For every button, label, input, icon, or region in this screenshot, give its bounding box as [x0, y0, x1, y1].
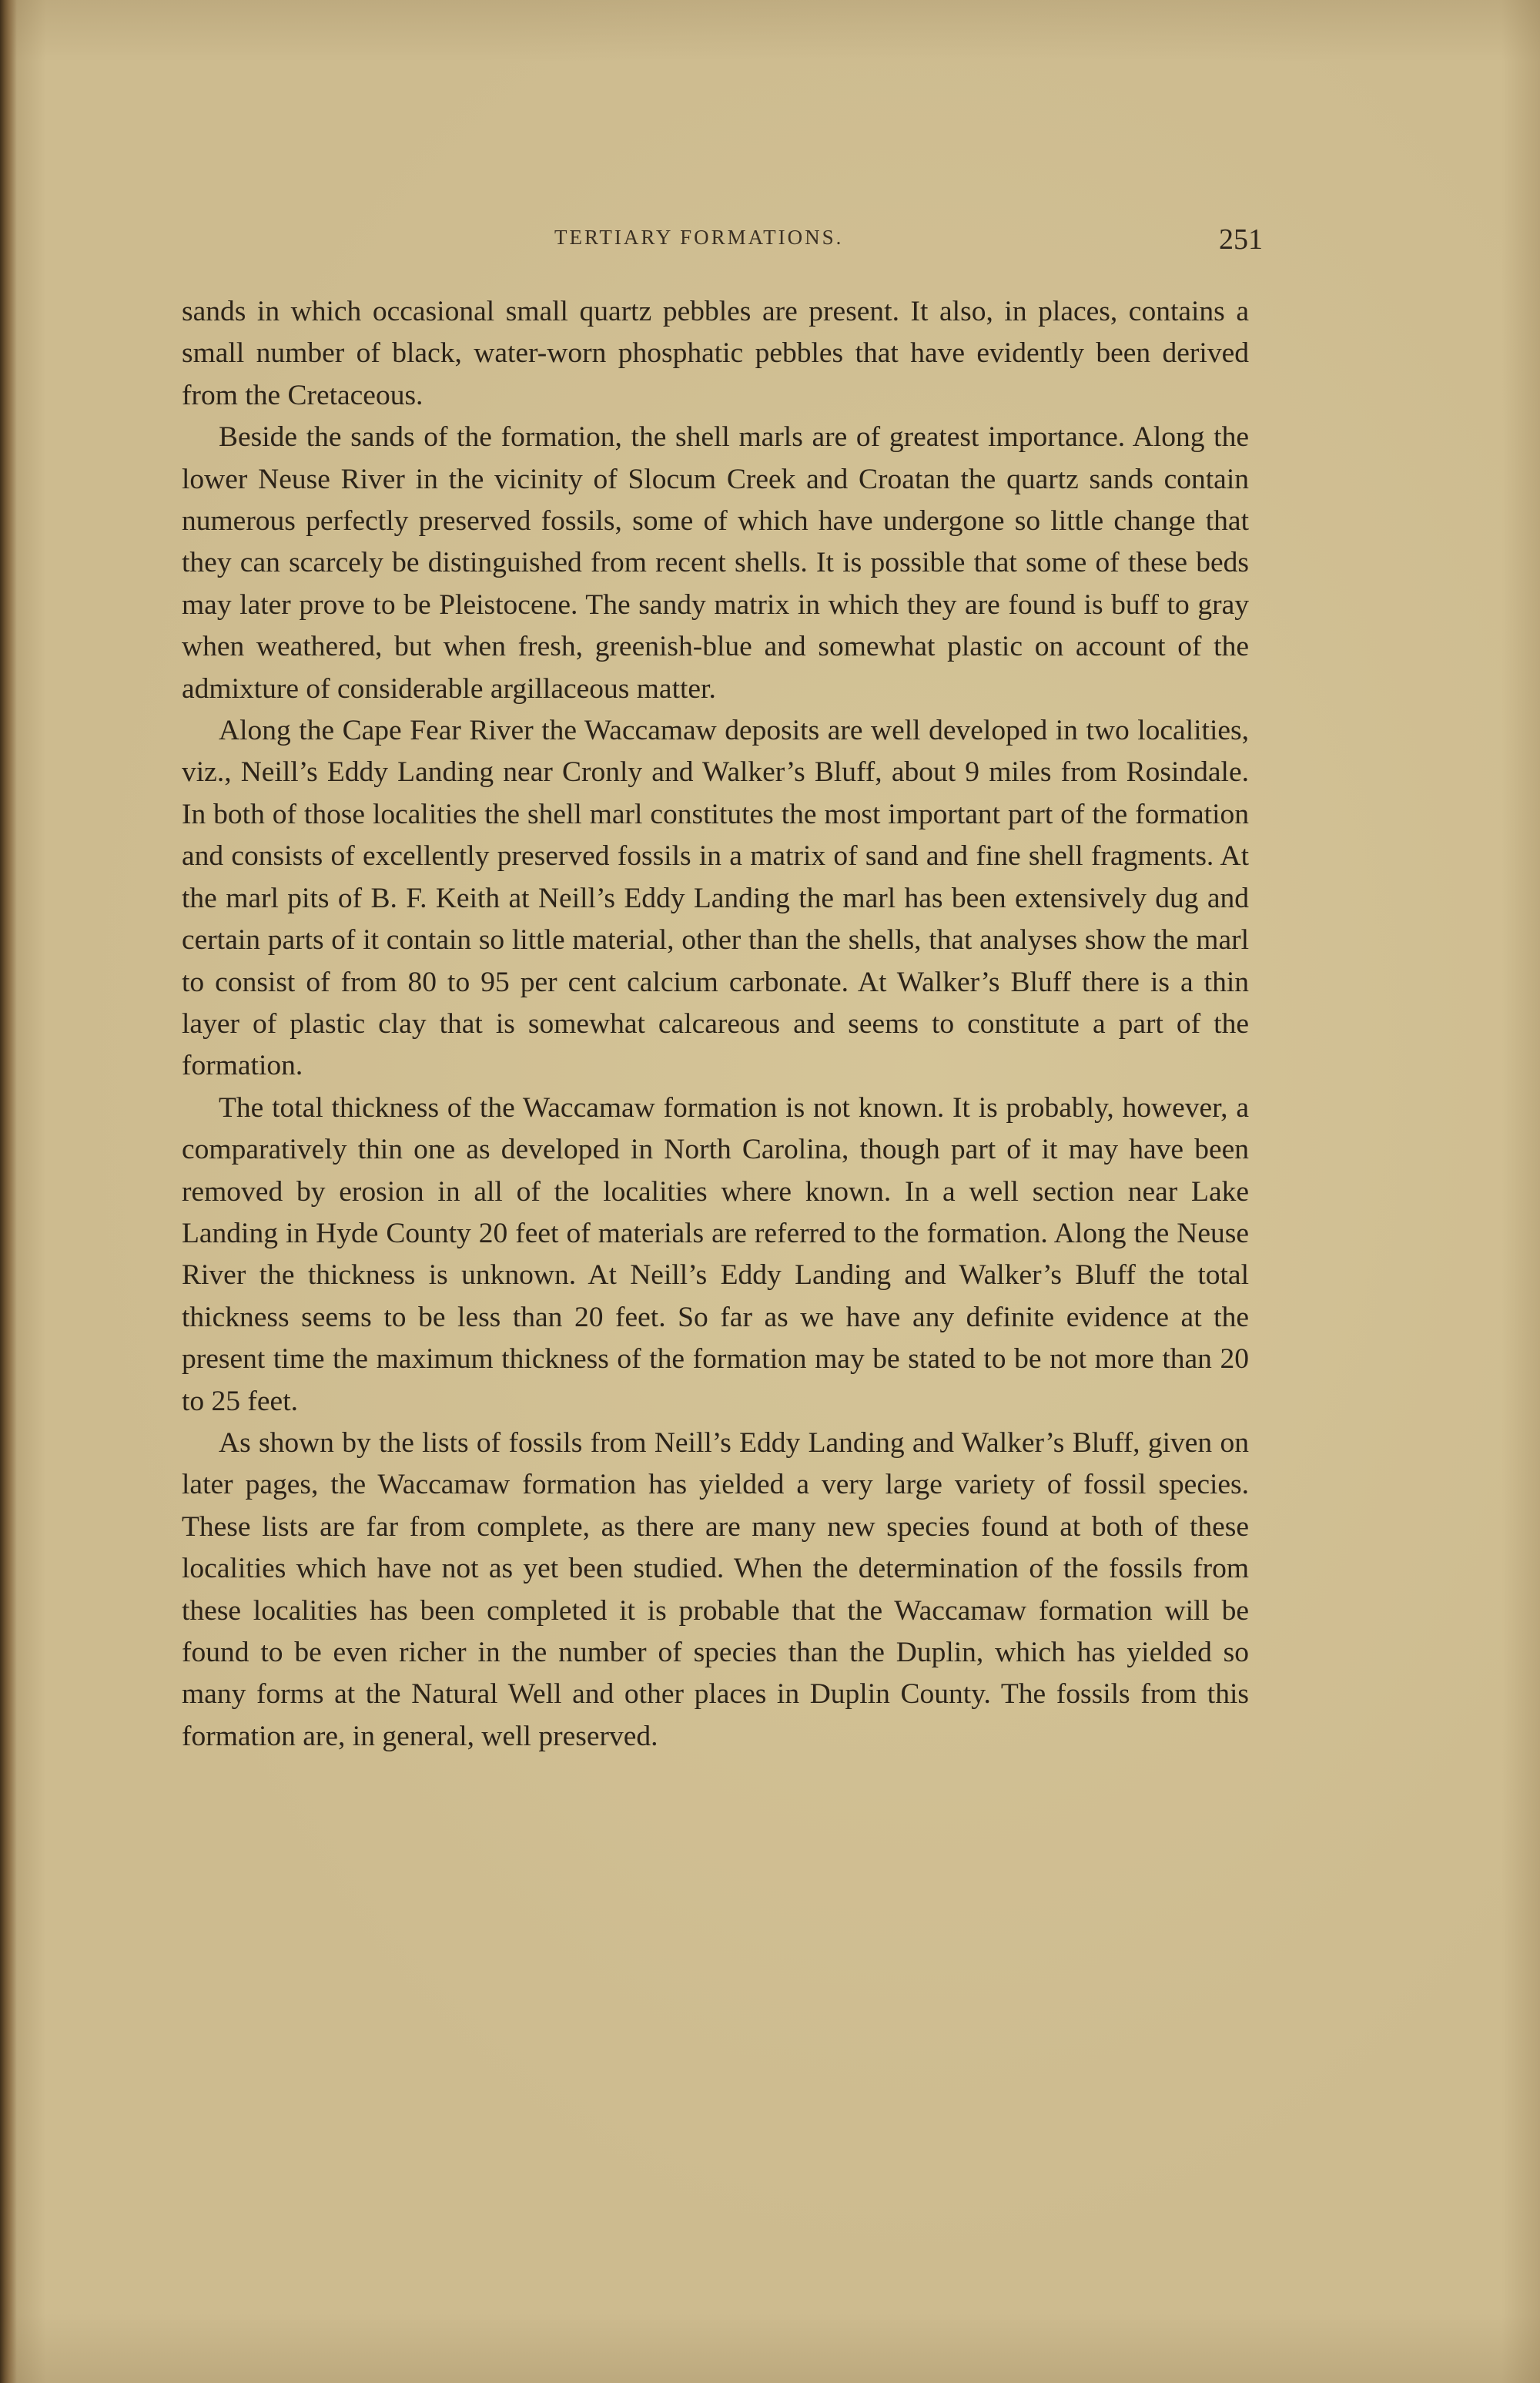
paragraph: Beside the sands of the formation, the shell marls are of greatest importance. Along the lower Neuse River in the vicinity of Slocum Creek and Croatan the quartz sands contain numerous perfectly preserved fossils, some of which have undergone so little change that they can scarcely be distinguished from recent shells. It is possible that some of these beds may later prove to be Pleistocene. The sandy matrix in which they are found is buff to gray when weathered, but when fresh, greenish-blue and somewhat plastic on account of the admixture of considerable argillaceous matter. [182, 421, 1249, 705]
page-binding-edge [0, 0, 17, 2383]
running-head: TERTIARY FORMATIONS. [554, 226, 844, 249]
paragraph: sands in which occasional small quartz pebbles are present. It also, in places, contains a small number of black, water-worn phosphatic pebbles that have evidently been derived from the Cretaceous. [182, 296, 1249, 411]
page-number: 251 [1219, 223, 1263, 256]
paragraph: As shown by the lists of fossils from Neill’s Eddy Landing and Walker’s Bluff, given on later pages, the Waccamaw formation has yielded a very large variety of fossil species. These lists are far from complete, as there are many new species found at both of these localities which have not as yet been studied. When the determination of the fossils from these localities has been completed it is probable that the Waccamaw formation will be found to be even richer in the number of species than the Duplin, which has yielded so many forms at the Natural Well and other places in Duplin County. The fossils from this formation are, in general, well preserved. [182, 1426, 1249, 1752]
body-text [182, 291, 1249, 1758]
paragraph: The total thickness of the Waccamaw formation is not known. It is probably, however, a comparatively thin one as developed in North Carolina, though part of it may have been removed by erosion in all of the localities where known. In a well section near Lake Landing in Hyde County 20 feet of materials are referred to the formation. Along the Neuse River the thickness is unknown. At Neill’s Eddy Landing and Walker’s Bluff the total thickness seems to be less than 20 feet. So far as we have any definite evidence at the present time the maximum thickness of the formation may be stated to be not more than 20 to 25 feet. [182, 1091, 1249, 1417]
paragraph: Along the Cape Fear River the Waccamaw deposits are well developed in two localities, viz., Neill’s Eddy Landing near Cronly and Walker’s Bluff, about 9 miles from Rosindale. In both of those localities the shell marl constitutes the most important part of the formation and consists of excellently preserved fossils in a matrix of sand and fine shell fragments. At the marl pits of B. F. Keith at Neill’s Eddy Landing the marl has been extensively dug and certain parts of it contain so little material, other than the shells, that analyses show the marl to consist of from 80 to 95 per cent calcium carbonate. At Walker’s Bluff there is a thin layer of plastic clay that is somewhat calcareous and seems to constitute a part of the formation. [182, 715, 1249, 1082]
page-header [554, 223, 1263, 264]
